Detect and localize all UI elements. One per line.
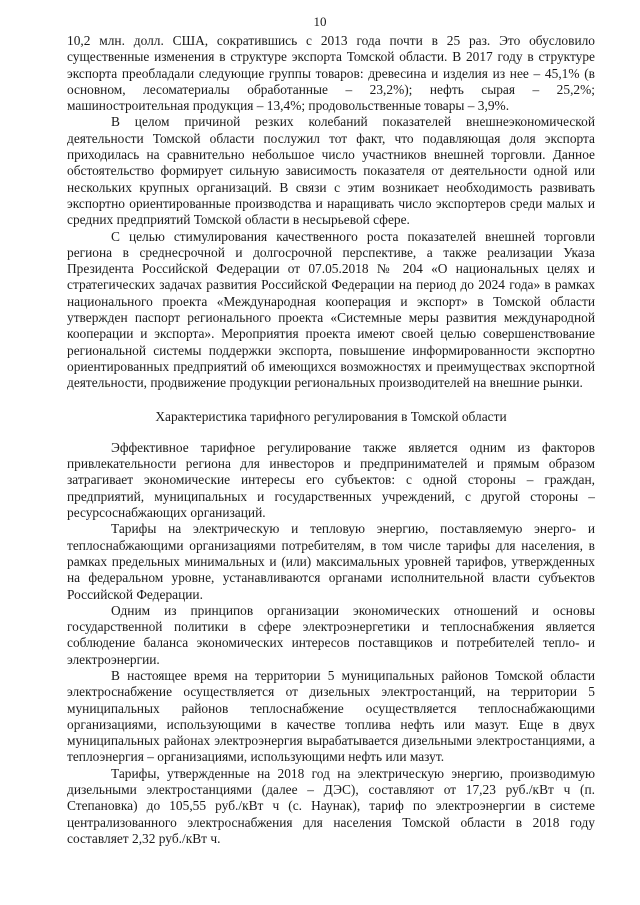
paragraph: 10,2 млн. долл. США, сократившись с 2013 года почти в 25 раз. Это обусловило существенные изменения в структуре экспорта Томской области. В 2017 году в структуре экспорта преобладали следующие группы товаров: древесина и изделия из нее – 45,1% (в основном, лесоматериалы обработанные – 23,2%); нефть сырая – 25,2%; машиностроительная продукция – 13,4%; продовольственные товары – 3,9%. <box>67 33 595 114</box>
paragraph: Тарифы, утвержденные на 2018 год на электрическую энергию, производимую дизельными электростанциями (далее – ДЭС), составляют от 17,23 руб./кВт ч (п. Степановка) до 105,55 руб./кВт ч (с. Наунак), тариф по электроэнергии в системе централизованного электроснабжения для населения Томской области в 2018 году составляет 2,32 руб./кВт ч. <box>67 765 595 846</box>
paragraph: С целью стимулирования качественного роста показателей внешней торговли региона в среднесрочной и долгосрочной перспективе, а также реализации Указа Президента Российской Федерации от 07.05.2018 № 204 «О национальных целях и стратегических задачах развития Российской Федерации на период до 2024 года» в рамках национального проекта «Международная кооперация и экспорт» в Томской области утвержден паспорт регионального проекта «Системные меры развития международной кооперации и экспорта». Мероприятия проекта имеют своей целью совершенствование региональной системы поддержки экспорта, повышение информированности экспортно ориентированных предприятий об имеющихся возможностях и преимуществах экспортной деятельности, продвижение продукции региональных производителей на внешние рынки. <box>67 228 595 391</box>
paragraph: В настоящее время на территории 5 муниципальных районов Томской области электроснабжение осуществляется от дизельных электростанций, на территории 5 муниципальных районов теплоснабжение осуществляется теплоснабжающими организациями, использующими в качестве топлива нефть или мазут. Еще в двух муниципальных районах электроэнергия вырабатывается дизельными электростанциями, а теплоэнергия – организациями, использующими нефть или мазут. <box>67 667 595 765</box>
paragraph: Тарифы на электрическую и тепловую энергию, поставляемую энерго- и теплоснабжающими организациями потребителям, в том числе тарифы для населения, в рамках предельных минимальных и (или) максимальных уровней тарифов, утвержденных на федеральном уровне, устанавливаются органами исполнительной власти субъектов Российской Федерации. <box>67 521 595 602</box>
paragraph: Одним из принципов организации экономических отношений и основы государственной политики в сфере электроэнергетики и теплоснабжения является соблюдение баланса экономических интересов поставщиков и потребителей тепло- и электроэнергии. <box>67 602 595 667</box>
document-body <box>67 33 595 847</box>
page-number: 10 <box>313 14 327 29</box>
section-heading: Характеристика тарифного регулирования в Томской области <box>155 408 507 424</box>
paragraph: Эффективное тарифное регулирование также является одним из факторов привлекательности региона для инвесторов и предпринимателей и прямым образом затрагивает экономические интересы его субъектов: с одной стороны – граждан, предприятий, муниципальных и государственных учреждений, с другой стороны – ресурсоснабжающих организаций. <box>67 439 595 521</box>
paragraph: В целом причиной резких колебаний показателей внешнеэкономической деятельности Томской области послужил тот факт, что подавляющая доля экспорта приходилась на сравнительно небольшое число участников внешней торговли. Данное обстоятельство формирует сильную зависимость показателя от деятельности одной или нескольких крупных организаций. В связи с этим возникает необходимость развивать экспортно ориентированные производства и наращивать число экспортеров среди малых и средних предприятий Томской области в несырьевой сфере. <box>67 114 595 228</box>
